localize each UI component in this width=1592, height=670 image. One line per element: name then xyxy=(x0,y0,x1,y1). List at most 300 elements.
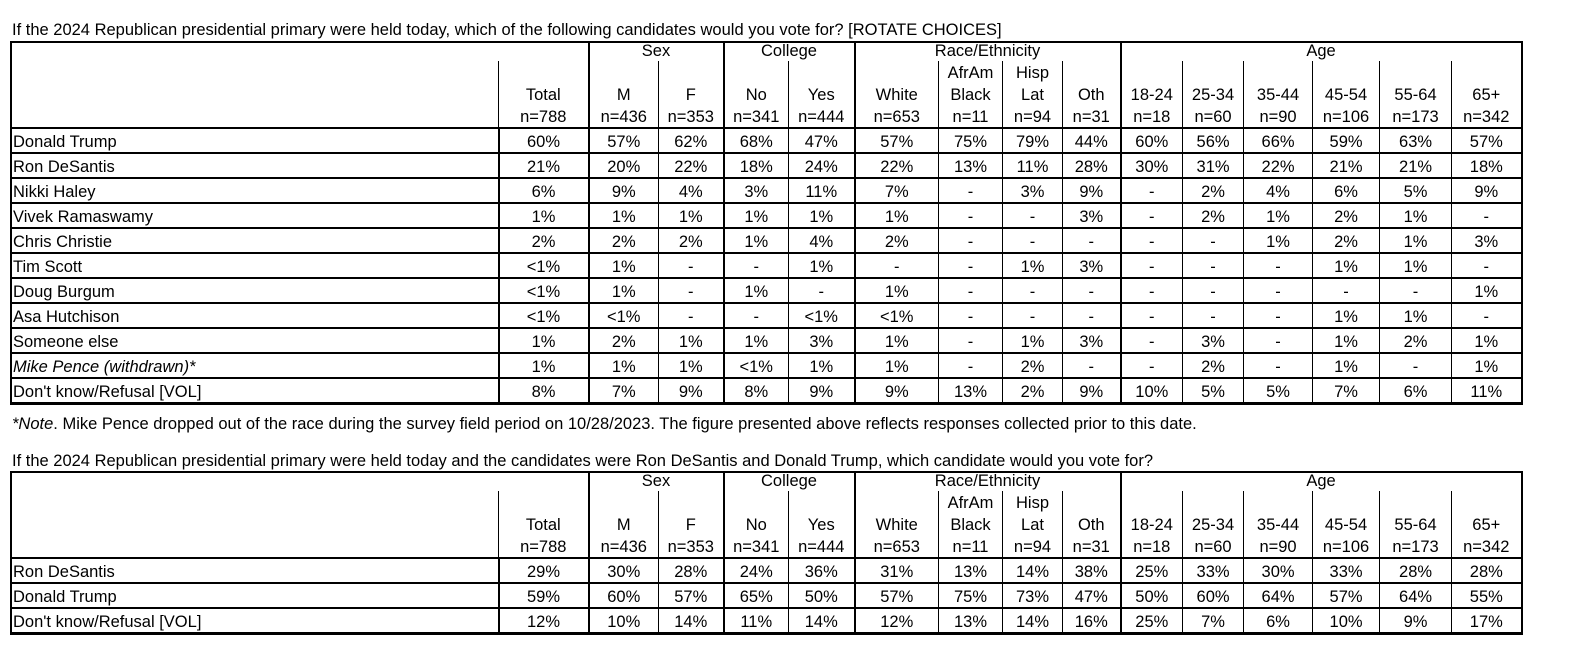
table-cell: 13% xyxy=(939,378,1003,403)
row-label: Mike Pence (withdrawn)* xyxy=(11,353,499,378)
table-cell: - xyxy=(659,278,724,303)
table-cell: 7% xyxy=(1183,608,1244,633)
table-cell: 60% xyxy=(499,128,589,153)
column-header-l2: M xyxy=(589,83,659,105)
table-cell: 1% xyxy=(659,328,724,353)
table-cell: - xyxy=(789,278,855,303)
table-cell: 75% xyxy=(939,583,1003,608)
table-cell: <1% xyxy=(499,278,589,303)
column-header-l1 xyxy=(855,491,939,513)
table-cell: 14% xyxy=(789,608,855,633)
table-cell: 14% xyxy=(1003,558,1063,583)
row-label: Don't know/Refusal [VOL] xyxy=(11,608,499,633)
table-cell: - xyxy=(939,253,1003,278)
column-header-n: n=436 xyxy=(589,535,659,558)
column-header-l2: F xyxy=(659,83,724,105)
group-header: College xyxy=(724,41,855,61)
table-cell: <1% xyxy=(589,303,659,328)
row-label: Someone else xyxy=(11,328,499,353)
table-cell: - xyxy=(1121,228,1183,253)
column-header-n: n=18 xyxy=(1121,535,1183,558)
column-header-l1 xyxy=(1380,491,1452,513)
column-header-l2: Black xyxy=(939,513,1003,535)
table-cell: - xyxy=(1244,303,1313,328)
column-header-l1 xyxy=(1121,61,1183,83)
column-header-l1 xyxy=(589,491,659,513)
row-label: Nikki Haley xyxy=(11,178,499,203)
table-row xyxy=(11,378,1522,403)
table-cell: 10% xyxy=(1313,608,1380,633)
table-cell: 2% xyxy=(855,228,939,253)
table-cell: 4% xyxy=(659,178,724,203)
table-cell: - xyxy=(855,253,939,278)
table-cell: 10% xyxy=(589,608,659,633)
table-cell: 30% xyxy=(589,558,659,583)
table-cell: <1% xyxy=(789,303,855,328)
group-header: Race/Ethnicity xyxy=(855,41,1121,61)
table-cell: 1% xyxy=(589,203,659,228)
column-header-l2: F xyxy=(659,513,724,535)
table-cell: 20% xyxy=(589,153,659,178)
column-header-l1 xyxy=(499,61,589,83)
group-header: Age xyxy=(1121,41,1522,61)
table-cell: 1% xyxy=(1380,303,1452,328)
table-cell: 1% xyxy=(1452,278,1522,303)
footnote xyxy=(12,414,1197,434)
group-header: College xyxy=(724,471,855,491)
table-cell: 13% xyxy=(939,608,1003,633)
column-header-l2: Lat xyxy=(1003,83,1063,105)
table-cell: 62% xyxy=(659,128,724,153)
table-cell: 1% xyxy=(499,203,589,228)
column-header-n: n=444 xyxy=(789,105,855,128)
column-header-l2: Oth xyxy=(1063,513,1121,535)
row-label: Donald Trump xyxy=(11,583,499,608)
column-header-l2: White xyxy=(855,83,939,105)
table-cell: 1% xyxy=(855,353,939,378)
table-cell: 33% xyxy=(1313,558,1380,583)
column-header-l2: No xyxy=(724,83,789,105)
header-blank xyxy=(11,535,499,558)
column-header-l2: 55-64 xyxy=(1380,83,1452,105)
table-row xyxy=(11,228,1522,253)
table-cell: 2% xyxy=(1313,203,1380,228)
column-header-l2: No xyxy=(724,513,789,535)
column-header-n: n=436 xyxy=(589,105,659,128)
header-blank xyxy=(11,513,499,535)
column-header-l1 xyxy=(1063,491,1121,513)
footnote-text: . Mike Pence dropped out of the race during the survey field period on 10/28/2023. The figure presented above reflects responses collected prior to this date. xyxy=(53,415,1197,433)
column-header-n: n=653 xyxy=(855,105,939,128)
table-cell: 1% xyxy=(1313,328,1380,353)
column-header-l1 xyxy=(789,491,855,513)
column-header-l1 xyxy=(499,491,589,513)
table-cell: 1% xyxy=(1452,328,1522,353)
table-row xyxy=(11,328,1522,353)
table-cell: 3% xyxy=(1003,178,1063,203)
column-header-l1 xyxy=(724,491,789,513)
column-header-l1 xyxy=(1183,491,1244,513)
table-row xyxy=(11,253,1522,278)
table-cell: - xyxy=(1380,278,1452,303)
table-row xyxy=(11,278,1522,303)
table-cell: 28% xyxy=(1380,558,1452,583)
row-label: Donald Trump xyxy=(11,128,499,153)
column-header-l2: 55-64 xyxy=(1380,513,1452,535)
table-cell: 57% xyxy=(1452,128,1522,153)
table-cell: 1% xyxy=(589,253,659,278)
column-header-l1 xyxy=(1380,61,1452,83)
table-cell: 1% xyxy=(1380,253,1452,278)
table-cell: 1% xyxy=(855,203,939,228)
table-cell: 12% xyxy=(855,608,939,633)
column-header-l2: Total xyxy=(499,513,589,535)
table-cell: 1% xyxy=(789,253,855,278)
table-cell: - xyxy=(1380,353,1452,378)
column-header-l1 xyxy=(1244,491,1313,513)
column-header-l2: Oth xyxy=(1063,83,1121,105)
crosstab-table-2 xyxy=(10,471,1523,633)
table-cell: 59% xyxy=(1313,128,1380,153)
column-header-l1 xyxy=(1313,61,1380,83)
column-header-l1: Hisp xyxy=(1003,61,1063,83)
table-cell: - xyxy=(1121,253,1183,278)
table-cell: 1% xyxy=(724,228,789,253)
table-cell: 9% xyxy=(1063,378,1121,403)
column-header-l1 xyxy=(1183,61,1244,83)
table-cell: 1% xyxy=(499,353,589,378)
column-header-n: n=353 xyxy=(659,535,724,558)
group-header: Age xyxy=(1121,471,1522,491)
table-cell: 28% xyxy=(659,558,724,583)
header-blank xyxy=(11,61,499,83)
table-cell: - xyxy=(1121,303,1183,328)
row-label: Ron DeSantis xyxy=(11,153,499,178)
table-row xyxy=(11,153,1522,178)
group-header: Sex xyxy=(589,41,724,61)
table-cell: - xyxy=(1313,278,1380,303)
table-cell: - xyxy=(724,253,789,278)
column-header-l2: Lat xyxy=(1003,513,1063,535)
table-cell: <1% xyxy=(855,303,939,328)
column-header-n: n=342 xyxy=(1452,105,1522,128)
column-header-l1 xyxy=(1121,491,1183,513)
table-cell: 7% xyxy=(589,378,659,403)
table-cell: 2% xyxy=(1183,203,1244,228)
table-cell: 57% xyxy=(1313,583,1380,608)
table-cell: 68% xyxy=(724,128,789,153)
table-cell: - xyxy=(1063,228,1121,253)
column-header-l1 xyxy=(659,491,724,513)
table-cell: <1% xyxy=(499,253,589,278)
column-header-l1 xyxy=(1452,491,1522,513)
column-header-l1 xyxy=(1313,491,1380,513)
table-cell: 25% xyxy=(1121,608,1183,633)
table-cell: 1% xyxy=(1313,353,1380,378)
table-cell: - xyxy=(939,353,1003,378)
column-header-l2: Yes xyxy=(789,83,855,105)
table-cell: 14% xyxy=(659,608,724,633)
table-cell: - xyxy=(939,203,1003,228)
table-cell: 31% xyxy=(855,558,939,583)
table-cell: 1% xyxy=(659,353,724,378)
table-cell: 65% xyxy=(724,583,789,608)
column-header-l1 xyxy=(789,61,855,83)
table-cell: 64% xyxy=(1380,583,1452,608)
table-cell: - xyxy=(724,303,789,328)
column-header-n: n=788 xyxy=(499,105,589,128)
table-cell: 17% xyxy=(1452,608,1522,633)
table-cell: 2% xyxy=(1313,228,1380,253)
table-cell: 31% xyxy=(1183,153,1244,178)
table-cell: 30% xyxy=(1121,153,1183,178)
table-cell: 9% xyxy=(1380,608,1452,633)
table-cell: 1% xyxy=(1380,228,1452,253)
table-cell: 11% xyxy=(724,608,789,633)
table-cell: 8% xyxy=(499,378,589,403)
column-header-n: n=11 xyxy=(939,105,1003,128)
table-cell: 1% xyxy=(724,328,789,353)
table-cell: 73% xyxy=(1003,583,1063,608)
table-cell: 1% xyxy=(589,278,659,303)
table-cell: 1% xyxy=(789,203,855,228)
column-header-n: n=31 xyxy=(1063,535,1121,558)
table-cell: 5% xyxy=(1380,178,1452,203)
table-cell: 22% xyxy=(1244,153,1313,178)
column-header-n: n=173 xyxy=(1380,535,1452,558)
row-label: Ron DeSantis xyxy=(11,558,499,583)
row-label: Asa Hutchison xyxy=(11,303,499,328)
header-blank xyxy=(11,83,499,105)
table-cell: - xyxy=(659,253,724,278)
table-cell: - xyxy=(1121,353,1183,378)
table-row xyxy=(11,303,1522,328)
table-cell: 33% xyxy=(1183,558,1244,583)
column-header-n: n=106 xyxy=(1313,535,1380,558)
table-cell: 5% xyxy=(1183,378,1244,403)
table-cell: 1% xyxy=(855,328,939,353)
table-cell: - xyxy=(1244,353,1313,378)
column-header-n: n=94 xyxy=(1003,535,1063,558)
table-cell: 9% xyxy=(659,378,724,403)
table-cell: 1% xyxy=(499,328,589,353)
column-header-l2: Yes xyxy=(789,513,855,535)
table-cell: - xyxy=(1003,303,1063,328)
group-header: Sex xyxy=(589,471,724,491)
table-cell: 57% xyxy=(659,583,724,608)
table-row xyxy=(11,128,1522,153)
table-cell: 13% xyxy=(939,558,1003,583)
table-cell: - xyxy=(1452,303,1522,328)
table-cell: 3% xyxy=(1183,328,1244,353)
table-cell: 59% xyxy=(499,583,589,608)
table-cell: <1% xyxy=(499,303,589,328)
table-cell: 2% xyxy=(589,328,659,353)
row-label: Doug Burgum xyxy=(11,278,499,303)
table-cell: 3% xyxy=(1063,203,1121,228)
column-header-l2: 65+ xyxy=(1452,83,1522,105)
table-cell: - xyxy=(1121,278,1183,303)
column-header-l2: 45-54 xyxy=(1313,513,1380,535)
row-label: Don't know/Refusal [VOL] xyxy=(11,378,499,403)
column-header-n: n=18 xyxy=(1121,105,1183,128)
table-cell: 60% xyxy=(1183,583,1244,608)
column-header-l1: AfrAm xyxy=(939,491,1003,513)
table-cell: 1% xyxy=(1244,203,1313,228)
column-header-n: n=341 xyxy=(724,105,789,128)
table-cell: 29% xyxy=(499,558,589,583)
table-cell: - xyxy=(939,228,1003,253)
column-header-l2: 65+ xyxy=(1452,513,1522,535)
column-header-l1 xyxy=(724,61,789,83)
table-cell: <1% xyxy=(724,353,789,378)
column-header-n: n=342 xyxy=(1452,535,1522,558)
table-cell: - xyxy=(1003,278,1063,303)
table-cell: 22% xyxy=(855,153,939,178)
header-blank xyxy=(11,491,499,513)
table-cell: 1% xyxy=(724,203,789,228)
table-cell: 2% xyxy=(499,228,589,253)
table-cell: 3% xyxy=(1063,253,1121,278)
table-cell: 6% xyxy=(1244,608,1313,633)
column-header-l1 xyxy=(1452,61,1522,83)
column-header-n: n=60 xyxy=(1183,535,1244,558)
table-cell: - xyxy=(1244,278,1313,303)
table-cell: 13% xyxy=(939,153,1003,178)
column-header-l1 xyxy=(855,61,939,83)
column-header-n: n=94 xyxy=(1003,105,1063,128)
table-cell: 1% xyxy=(1452,353,1522,378)
table-cell: 24% xyxy=(724,558,789,583)
table-row xyxy=(11,203,1522,228)
column-header-l2: Black xyxy=(939,83,1003,105)
table-cell: 11% xyxy=(1003,153,1063,178)
table-cell: 2% xyxy=(1003,378,1063,403)
column-header-l2: Total xyxy=(499,83,589,105)
table-cell: 1% xyxy=(659,203,724,228)
table-row xyxy=(11,608,1522,633)
table-cell: 2% xyxy=(589,228,659,253)
table-cell: 66% xyxy=(1244,128,1313,153)
table-cell: 21% xyxy=(1313,153,1380,178)
table-cell: 6% xyxy=(1380,378,1452,403)
table-cell: 1% xyxy=(589,353,659,378)
column-header-l2: 18-24 xyxy=(1121,83,1183,105)
row-label: Vivek Ramaswamy xyxy=(11,203,499,228)
table-cell: - xyxy=(1183,278,1244,303)
table-row xyxy=(11,558,1522,583)
column-header-l2: White xyxy=(855,513,939,535)
table-cell: 1% xyxy=(1003,253,1063,278)
table-cell: - xyxy=(1121,328,1183,353)
column-header-l2: 35-44 xyxy=(1244,513,1313,535)
table-cell: - xyxy=(939,178,1003,203)
table-cell: - xyxy=(1121,203,1183,228)
header-blank xyxy=(11,471,589,491)
table-row xyxy=(11,178,1522,203)
table-row xyxy=(11,583,1522,608)
table-cell: 21% xyxy=(1380,153,1452,178)
table-cell: 6% xyxy=(499,178,589,203)
row-label: Tim Scott xyxy=(11,253,499,278)
table-cell: 2% xyxy=(659,228,724,253)
table-cell: 30% xyxy=(1244,558,1313,583)
table-cell: - xyxy=(1063,303,1121,328)
table-cell: 3% xyxy=(724,178,789,203)
table-cell: - xyxy=(939,303,1003,328)
table-cell: 14% xyxy=(1003,608,1063,633)
table-cell: 18% xyxy=(1452,153,1522,178)
table-cell: 24% xyxy=(789,153,855,178)
table-cell: - xyxy=(1244,253,1313,278)
table-cell: - xyxy=(1452,253,1522,278)
table-cell: 11% xyxy=(1452,378,1522,403)
table-cell: 4% xyxy=(1244,178,1313,203)
question-title-1: If the 2024 Republican presidential primary were held today, which of the following candidates would you vote for? [ROTATE CHOICES] xyxy=(12,21,1002,39)
question-title-2: If the 2024 Republican presidential primary were held today and the candidates were Ron DeSantis and Donald Trump, which candidate would you vote for? xyxy=(12,452,1154,470)
column-header-l1 xyxy=(1244,61,1313,83)
header-blank xyxy=(11,41,589,61)
table-cell: 63% xyxy=(1380,128,1452,153)
column-header-n: n=653 xyxy=(855,535,939,558)
column-header-n: n=90 xyxy=(1244,535,1313,558)
table-cell: 60% xyxy=(1121,128,1183,153)
table-cell: 2% xyxy=(1003,353,1063,378)
table-cell: 9% xyxy=(589,178,659,203)
table-cell: - xyxy=(1003,228,1063,253)
table-cell: 11% xyxy=(789,178,855,203)
column-header-l1 xyxy=(1063,61,1121,83)
header-blank xyxy=(11,105,499,128)
table-cell: - xyxy=(1003,203,1063,228)
table-cell: 18% xyxy=(724,153,789,178)
column-header-n: n=11 xyxy=(939,535,1003,558)
table-cell: 7% xyxy=(855,178,939,203)
column-header-n: n=90 xyxy=(1244,105,1313,128)
column-header-n: n=444 xyxy=(789,535,855,558)
table-cell: 1% xyxy=(724,278,789,303)
crosstab-table-1 xyxy=(10,41,1523,403)
table-cell: 75% xyxy=(939,128,1003,153)
table-cell: 47% xyxy=(789,128,855,153)
table-cell: - xyxy=(939,278,1003,303)
table-cell: 9% xyxy=(855,378,939,403)
table-cell: 2% xyxy=(1380,328,1452,353)
column-header-n: n=106 xyxy=(1313,105,1380,128)
table-cell: - xyxy=(1063,353,1121,378)
table-cell: 22% xyxy=(659,153,724,178)
column-header-n: n=31 xyxy=(1063,105,1121,128)
table-cell: 28% xyxy=(1452,558,1522,583)
column-header-l2: 25-34 xyxy=(1183,83,1244,105)
table-cell: 36% xyxy=(789,558,855,583)
table-cell: 6% xyxy=(1313,178,1380,203)
table-cell: 55% xyxy=(1452,583,1522,608)
table-cell: - xyxy=(1183,253,1244,278)
column-header-n: n=173 xyxy=(1380,105,1452,128)
column-header-l1: Hisp xyxy=(1003,491,1063,513)
table-cell: 3% xyxy=(789,328,855,353)
column-header-n: n=788 xyxy=(499,535,589,558)
table-cell: 9% xyxy=(789,378,855,403)
table-cell: - xyxy=(659,303,724,328)
table-cell: 1% xyxy=(855,278,939,303)
table-cell: 1% xyxy=(1003,328,1063,353)
table-cell: - xyxy=(1063,278,1121,303)
table-cell: 57% xyxy=(589,128,659,153)
column-header-n: n=341 xyxy=(724,535,789,558)
column-header-l2: M xyxy=(589,513,659,535)
